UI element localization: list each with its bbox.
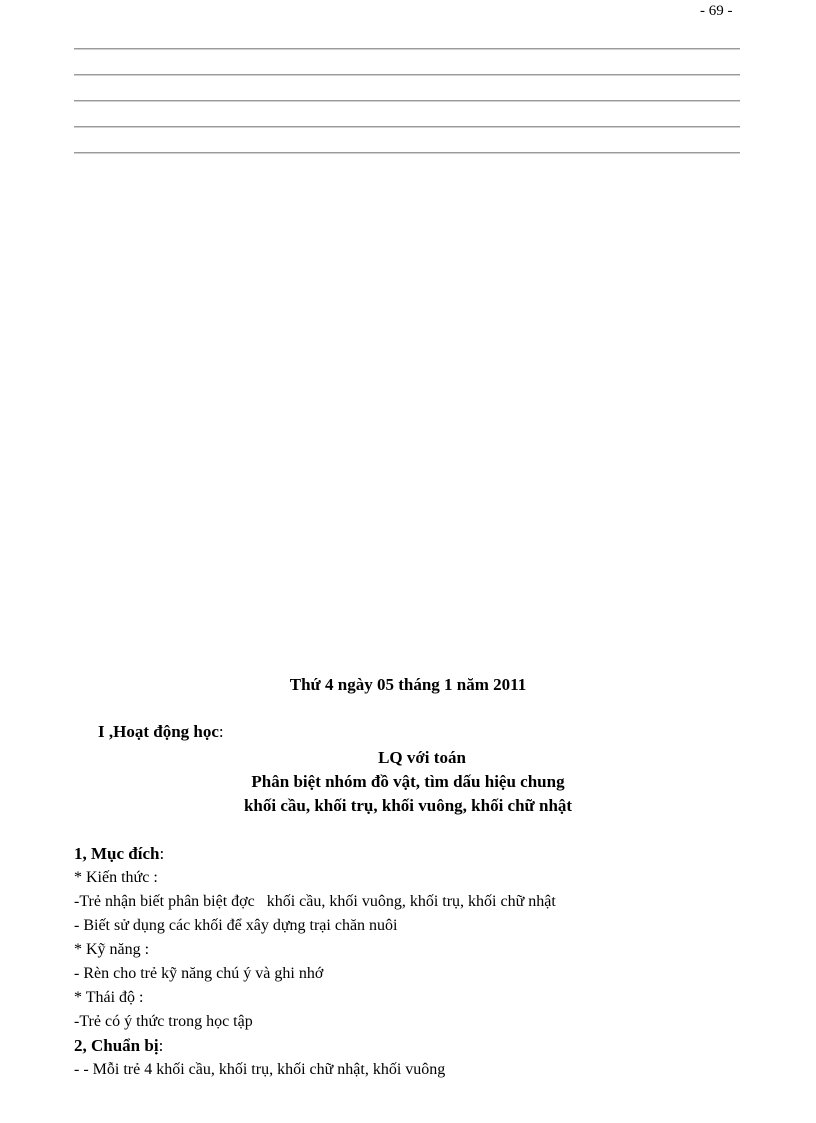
section-1-line: * Kiến thức : — [74, 869, 158, 886]
lesson-subject: LQ với toán — [378, 748, 466, 767]
section-2-colon: : — [158, 1036, 164, 1055]
lesson-title-block — [0, 746, 816, 818]
writing-line — [74, 48, 740, 50]
section-2-line: - - Mỗi trẻ 4 khối cầu, khối trụ, khối chữ nhật, khối vuông — [74, 1061, 446, 1078]
section-2-heading — [74, 1034, 774, 1058]
page-number: - 69 - — [700, 3, 733, 19]
section-1-colon: : — [159, 844, 165, 863]
section-1-line: * Thái độ : — [74, 989, 144, 1006]
writing-line — [74, 100, 740, 102]
section-1-line: * Kỹ năng : — [74, 941, 150, 958]
lesson-title-line-1: Phân biệt nhóm đồ vật, tìm dấu hiệu chung — [251, 772, 565, 791]
writing-line — [74, 152, 740, 154]
writing-line — [74, 74, 740, 76]
activity-colon: : — [218, 722, 224, 741]
lesson-body — [74, 842, 774, 1082]
section-1-heading — [74, 842, 774, 866]
section-1-heading-text: 1, Mục đích — [74, 844, 160, 863]
lesson-title-line-2: khối cầu, khối trụ, khối vuông, khối chữ nhật — [243, 796, 573, 815]
activity-label: I ,Hoạt động học — [98, 722, 219, 741]
activity-heading — [98, 722, 224, 742]
section-2-heading-text: 2, Chuẩn bị — [74, 1036, 159, 1055]
date-line: Thứ 4 ngày 05 tháng 1 năm 2011 — [289, 675, 527, 694]
writing-line — [74, 126, 740, 128]
section-1-line: -Trẻ nhận biết phân biệt đợc khối cầu, khối vuông, khối trụ, khối chữ nhật — [74, 893, 556, 910]
section-1-line: -Trẻ có ý thức trong học tập — [74, 1013, 253, 1030]
section-1-line: - Biết sử dụng các khối để xây dựng trại chăn nuôi — [74, 917, 398, 934]
section-1-line: - Rèn cho trẻ kỹ năng chú ý và ghi nhớ — [74, 965, 324, 982]
